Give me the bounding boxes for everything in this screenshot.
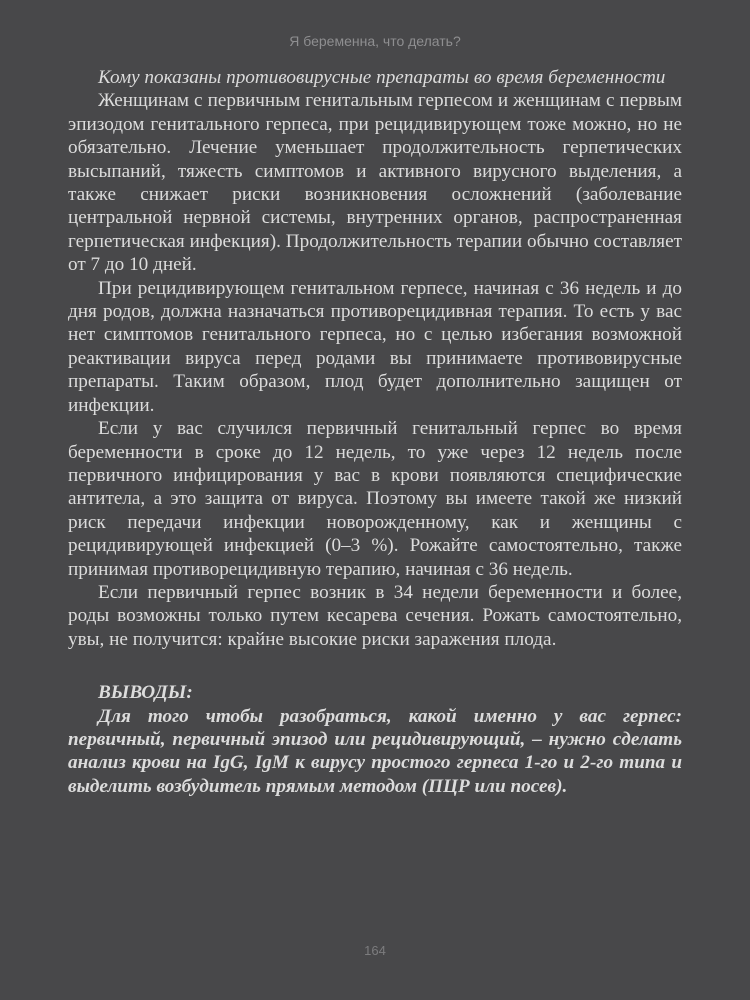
page-body xyxy=(68,66,682,798)
paragraph: Если первичный герпес возник в 34 недели беременности и более, роды возможны только путем кесарева сечения. Рожать самостоятельно, увы, не получится: крайне высокие риски заражения плода. xyxy=(68,581,682,650)
section-heading: Кому показаны противовирусные препараты во время беременности xyxy=(98,67,666,88)
conclusions-title: ВЫВОДЫ: xyxy=(98,682,193,704)
page-number: 164 xyxy=(364,943,386,958)
running-header: Я беременна, что делать? xyxy=(289,33,461,49)
conclusions-text: Для того чтобы разобраться, какой именно у вас герпес: первичный, первичный эпизод или рецидивирующий, – нужно сделать анализ крови на IgG, IgM к вирусу простого герпеса 1-го и 2-го типа и выделить возбудитель прямым методом (ПЦР или посев). xyxy=(68,705,682,797)
paragraph: При рецидивирующем генитальном герпесе, начиная с 36 недель и до дня родов, должна назначаться противорецидивная терапия. То есть у вас нет симптомов генитального герпеса, но с целью избегания возможной реактивации вируса перед родами вы принимаете противовирусные препараты. Таким образом, плод будет дополнительно защищен от инфекции. xyxy=(68,277,682,416)
paragraph: Если у вас случился первичный генитальный герпес во время беременности в сроке до 12 недель, то уже через 12 недель после первичного инфицирования у вас в крови появляются специфические антитела, а это защита от вируса. Поэтому вы имеете такой же низкий риск передачи инфекции новорожденному, как и женщины с рецидивирующей инфекцией (0–3 %). Рожайте самостоятельно, также принимая противорецидивную терапию, начиная с 36 недель. xyxy=(68,418,682,580)
paragraph: Женщинам с первичным генитальным герпесом и женщинам с первым эпизодом генитального герпеса, при рецидивирующем тоже можно, но не обязательно. Лечение уменьшает продолжительность герпетических высыпаний, тяжесть симптомов и активного вирусного выделения, а также снижает риски возникновения осложнений (заболевание центральной нервной системы, внутренних органов, распространенная герпетическая инфекция). Продолжительность терапии обычно составляет от 7 до 10 дней. xyxy=(68,90,682,276)
